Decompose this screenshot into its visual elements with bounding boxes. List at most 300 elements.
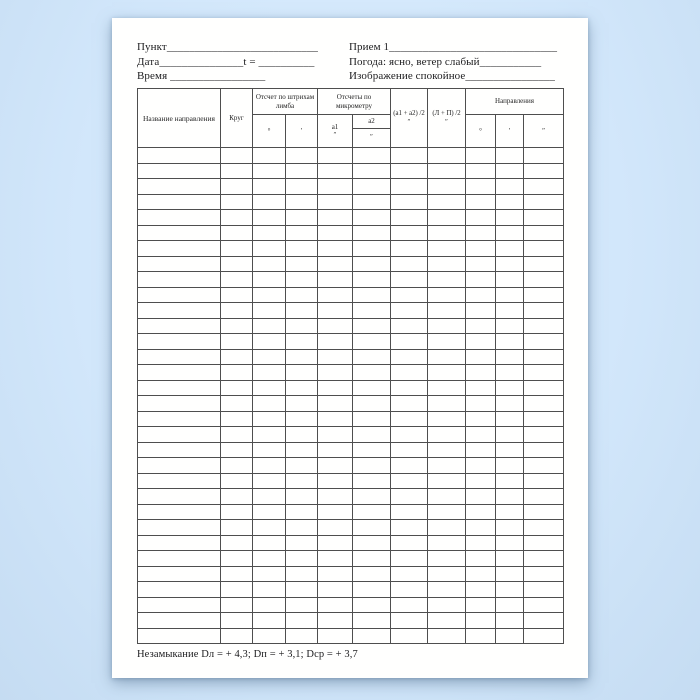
table-cell <box>524 272 564 288</box>
table-cell <box>391 442 428 458</box>
table-cell <box>138 194 221 210</box>
table-cell <box>466 303 496 319</box>
table-cell <box>391 551 428 567</box>
table-cell <box>253 535 286 551</box>
table-cell <box>138 535 221 551</box>
table-cell <box>138 163 221 179</box>
table-cell <box>496 241 524 257</box>
form-header-left <box>137 40 342 84</box>
table-cell <box>466 318 496 334</box>
table-cell <box>286 628 318 644</box>
table-cell <box>318 489 353 505</box>
table-cell <box>286 427 318 443</box>
table-cell <box>253 582 286 598</box>
table-cell <box>524 597 564 613</box>
table-cell <box>253 427 286 443</box>
table-cell <box>286 179 318 195</box>
table-cell <box>496 504 524 520</box>
table-cell <box>466 241 496 257</box>
table-cell <box>221 241 253 257</box>
table-cell <box>286 582 318 598</box>
table-cell <box>391 318 428 334</box>
table-cell <box>524 318 564 334</box>
table-cell <box>524 163 564 179</box>
table-cell <box>466 163 496 179</box>
table-cell <box>391 334 428 350</box>
table-cell <box>286 535 318 551</box>
table-cell <box>524 442 564 458</box>
table-cell <box>221 489 253 505</box>
table-cell <box>466 179 496 195</box>
table-cell <box>524 535 564 551</box>
table-cell <box>286 163 318 179</box>
table-row <box>138 256 564 272</box>
col-header-micrometer-readings: Отсчеты по микрометру <box>318 89 391 115</box>
table-cell <box>428 256 466 272</box>
table-cell <box>524 179 564 195</box>
table-cell <box>318 272 353 288</box>
subcol-limb-degrees: ° <box>253 115 286 148</box>
table-cell <box>428 334 466 350</box>
table-cell <box>138 365 221 381</box>
table-header <box>138 89 564 148</box>
table-cell <box>221 225 253 241</box>
table-cell <box>221 365 253 381</box>
table-cell <box>496 396 524 412</box>
table-cell <box>253 256 286 272</box>
table-cell <box>318 535 353 551</box>
table-cell <box>286 256 318 272</box>
table-cell <box>524 148 564 164</box>
table-cell <box>253 194 286 210</box>
table-cell <box>391 194 428 210</box>
table-cell <box>428 566 466 582</box>
table-cell <box>138 411 221 427</box>
table-cell <box>524 520 564 536</box>
table-cell <box>138 256 221 272</box>
table-cell <box>353 520 391 536</box>
table-cell <box>286 396 318 412</box>
table-cell <box>466 566 496 582</box>
field-izobrazhenie: Изображение спокойное________________ <box>349 70 555 82</box>
col-header-directions: Направления <box>466 89 564 115</box>
table-cell <box>353 613 391 629</box>
table-cell <box>353 551 391 567</box>
table-cell <box>428 628 466 644</box>
table-cell <box>428 163 466 179</box>
table-row <box>138 303 564 319</box>
table-row <box>138 613 564 629</box>
table-row <box>138 473 564 489</box>
table-cell <box>496 473 524 489</box>
table-cell <box>391 628 428 644</box>
table-cell <box>353 287 391 303</box>
table-cell <box>318 194 353 210</box>
table-cell <box>318 163 353 179</box>
table-cell <box>428 225 466 241</box>
table-cell <box>253 551 286 567</box>
table-cell <box>318 442 353 458</box>
table-cell <box>353 380 391 396</box>
table-cell <box>286 210 318 226</box>
table-cell <box>286 194 318 210</box>
table-cell <box>391 597 428 613</box>
table-cell <box>138 287 221 303</box>
table-cell <box>138 458 221 474</box>
table-cell <box>496 442 524 458</box>
table-row <box>138 396 564 412</box>
table-cell <box>318 551 353 567</box>
table-cell <box>286 303 318 319</box>
table-cell <box>496 489 524 505</box>
table-cell <box>466 458 496 474</box>
table-cell <box>318 349 353 365</box>
table-cell <box>391 520 428 536</box>
table-cell <box>353 163 391 179</box>
subcol-direction-degrees: ° <box>466 115 496 148</box>
table-cell <box>428 597 466 613</box>
table-row <box>138 582 564 598</box>
field-punkt: Пункт___________________________ <box>137 41 319 53</box>
table-cell <box>318 597 353 613</box>
table-cell <box>353 504 391 520</box>
table-cell <box>428 489 466 505</box>
avg-l-p-unit-mark: ″ <box>445 118 448 127</box>
table-cell <box>391 210 428 226</box>
table-cell <box>391 582 428 598</box>
table-cell <box>391 458 428 474</box>
table-cell <box>253 411 286 427</box>
a2-unit-mark: ″ <box>370 133 373 141</box>
table-cell <box>221 396 253 412</box>
table-cell <box>318 225 353 241</box>
table-row <box>138 272 564 288</box>
table-cell <box>524 349 564 365</box>
table-cell <box>466 272 496 288</box>
table-cell <box>524 210 564 226</box>
table-cell <box>253 210 286 226</box>
table-cell <box>428 504 466 520</box>
subcol-a1 <box>318 115 353 148</box>
table-cell <box>496 334 524 350</box>
table-cell <box>221 303 253 319</box>
table-cell <box>353 427 391 443</box>
table-cell <box>353 597 391 613</box>
table-cell <box>524 256 564 272</box>
table-cell <box>353 566 391 582</box>
table-cell <box>221 148 253 164</box>
table-cell <box>353 489 391 505</box>
table-cell <box>221 272 253 288</box>
table-cell <box>428 613 466 629</box>
table-cell <box>353 194 391 210</box>
table-cell <box>318 504 353 520</box>
table-cell <box>286 489 318 505</box>
table-cell <box>391 303 428 319</box>
table-row <box>138 163 564 179</box>
table-cell <box>138 380 221 396</box>
table-cell <box>286 380 318 396</box>
table-cell <box>353 272 391 288</box>
table-row <box>138 520 564 536</box>
table-cell <box>221 458 253 474</box>
form-header <box>137 40 563 84</box>
field-vremya: Время _________________ <box>137 70 266 82</box>
table-cell <box>221 582 253 598</box>
table-cell <box>496 597 524 613</box>
table-cell <box>496 179 524 195</box>
table-cell <box>496 303 524 319</box>
table-row <box>138 489 564 505</box>
table-cell <box>391 272 428 288</box>
table-cell <box>524 303 564 319</box>
table-cell <box>466 365 496 381</box>
table-cell <box>138 597 221 613</box>
table-cell <box>391 380 428 396</box>
table-cell <box>318 613 353 629</box>
table-cell <box>286 613 318 629</box>
measurement-table <box>137 88 564 644</box>
table-cell <box>318 427 353 443</box>
table-cell <box>318 256 353 272</box>
table-cell <box>496 628 524 644</box>
table-cell <box>221 597 253 613</box>
table-cell <box>318 303 353 319</box>
table-cell <box>496 194 524 210</box>
table-row <box>138 628 564 644</box>
table-cell <box>253 520 286 536</box>
table-cell <box>286 411 318 427</box>
table-cell <box>524 582 564 598</box>
table-cell <box>318 628 353 644</box>
table-cell <box>391 349 428 365</box>
table-cell <box>466 535 496 551</box>
col-header-limb-reading: Отсчет по штрихам лимба <box>253 89 318 115</box>
table-cell <box>138 489 221 505</box>
table-cell <box>286 272 318 288</box>
table-cell <box>391 287 428 303</box>
table-cell <box>253 396 286 412</box>
table-cell <box>138 349 221 365</box>
table-cell <box>466 334 496 350</box>
table-row <box>138 210 564 226</box>
table-cell <box>253 349 286 365</box>
table-cell <box>466 520 496 536</box>
table-row <box>138 241 564 257</box>
field-data-t: Дата_______________t = __________ <box>137 55 315 68</box>
table-cell <box>353 334 391 350</box>
table-cell <box>286 551 318 567</box>
table-cell <box>524 380 564 396</box>
closure-note: Незамыкание Dл = + 4,3; Dп = + 3,1; Dср = + 3,7 <box>137 649 358 660</box>
table-cell <box>253 489 286 505</box>
table-cell <box>253 163 286 179</box>
table-cell <box>496 535 524 551</box>
table-body <box>138 148 564 644</box>
table-cell <box>391 241 428 257</box>
table-cell <box>353 458 391 474</box>
table-cell <box>466 613 496 629</box>
table-cell <box>353 396 391 412</box>
table-cell <box>318 179 353 195</box>
table-cell <box>318 396 353 412</box>
table-cell <box>253 613 286 629</box>
table-cell <box>221 566 253 582</box>
avg-l-p-label: (Л + П) /2 <box>432 109 461 117</box>
table-cell <box>221 287 253 303</box>
table-cell <box>318 334 353 350</box>
table-cell <box>353 303 391 319</box>
table-cell <box>353 628 391 644</box>
table-cell <box>138 241 221 257</box>
subcol-a2 <box>353 115 391 148</box>
table-cell <box>391 504 428 520</box>
table-cell <box>428 148 466 164</box>
table-cell <box>138 272 221 288</box>
table-row <box>138 194 564 210</box>
table-cell <box>524 194 564 210</box>
table-cell <box>496 163 524 179</box>
table-cell <box>524 504 564 520</box>
table-cell <box>466 411 496 427</box>
table-cell <box>428 442 466 458</box>
a1-label: a1 <box>331 122 339 131</box>
table-cell <box>353 210 391 226</box>
table-cell <box>466 551 496 567</box>
table-cell <box>353 148 391 164</box>
table-cell <box>391 163 428 179</box>
table-cell <box>496 148 524 164</box>
table-row <box>138 551 564 567</box>
table-cell <box>253 458 286 474</box>
table-cell <box>428 380 466 396</box>
table-row <box>138 442 564 458</box>
table-cell <box>428 396 466 412</box>
table-cell <box>318 210 353 226</box>
table-cell <box>391 411 428 427</box>
table-cell <box>253 225 286 241</box>
table-cell <box>138 427 221 443</box>
table-cell <box>221 442 253 458</box>
table-cell <box>138 628 221 644</box>
subcol-limb-minutes: ′ <box>286 115 318 148</box>
table-cell <box>221 473 253 489</box>
table-cell <box>286 504 318 520</box>
table-row <box>138 411 564 427</box>
table-row <box>138 597 564 613</box>
table-cell <box>353 225 391 241</box>
table-cell <box>466 396 496 412</box>
table-cell <box>496 272 524 288</box>
table-cell <box>286 148 318 164</box>
table-cell <box>524 566 564 582</box>
table-cell <box>353 349 391 365</box>
table-cell <box>353 442 391 458</box>
table-cell <box>524 287 564 303</box>
table-cell <box>524 628 564 644</box>
table-cell <box>286 473 318 489</box>
table-cell <box>391 148 428 164</box>
table-cell <box>253 504 286 520</box>
table-cell <box>253 334 286 350</box>
table-cell <box>286 241 318 257</box>
table-cell <box>466 442 496 458</box>
avg-a1-a2-label: (a1 + a2) /2 <box>393 109 425 117</box>
table-cell <box>391 613 428 629</box>
table-cell <box>496 365 524 381</box>
subcol-direction-seconds: ″ <box>524 115 564 148</box>
table-cell <box>253 442 286 458</box>
table-cell <box>391 566 428 582</box>
table-cell <box>353 365 391 381</box>
table-cell <box>318 582 353 598</box>
table-cell <box>253 318 286 334</box>
table-cell <box>221 349 253 365</box>
col-header-circle: Круг <box>221 89 253 148</box>
table-cell <box>391 179 428 195</box>
table-cell <box>428 520 466 536</box>
table-cell <box>428 427 466 443</box>
table-cell <box>466 225 496 241</box>
table-cell <box>428 272 466 288</box>
avg-a1-a2-unit-mark: ″ <box>407 118 411 127</box>
table-row <box>138 535 564 551</box>
table-cell <box>524 241 564 257</box>
table-cell <box>466 582 496 598</box>
table-cell <box>286 349 318 365</box>
table-cell <box>466 287 496 303</box>
table-cell <box>496 566 524 582</box>
table-cell <box>466 597 496 613</box>
table-cell <box>496 520 524 536</box>
col-header-avg-a1-a2 <box>391 89 428 148</box>
col-header-direction-name: Название направления <box>138 89 221 148</box>
table-cell <box>496 582 524 598</box>
table-cell <box>138 473 221 489</box>
table-row <box>138 225 564 241</box>
table-cell <box>353 179 391 195</box>
table-cell <box>318 566 353 582</box>
table-cell <box>138 303 221 319</box>
table-cell <box>496 380 524 396</box>
field-priem: Прием 1______________________________ <box>349 41 558 53</box>
table-cell <box>138 442 221 458</box>
table-cell <box>496 210 524 226</box>
table-cell <box>138 504 221 520</box>
table-cell <box>286 566 318 582</box>
table-cell <box>466 427 496 443</box>
table-cell <box>391 427 428 443</box>
table-row <box>138 148 564 164</box>
table-row <box>138 349 564 365</box>
table-cell <box>428 411 466 427</box>
table-cell <box>524 365 564 381</box>
table-cell <box>353 582 391 598</box>
table-cell <box>221 504 253 520</box>
table-cell <box>138 551 221 567</box>
table-cell <box>496 613 524 629</box>
table-cell <box>253 628 286 644</box>
col-header-avg-l-p <box>428 89 466 148</box>
table-cell <box>221 334 253 350</box>
table-cell <box>253 365 286 381</box>
table-cell <box>138 520 221 536</box>
table-cell <box>221 411 253 427</box>
table-row <box>138 458 564 474</box>
table-cell <box>466 380 496 396</box>
table-cell <box>524 396 564 412</box>
table-cell <box>286 318 318 334</box>
